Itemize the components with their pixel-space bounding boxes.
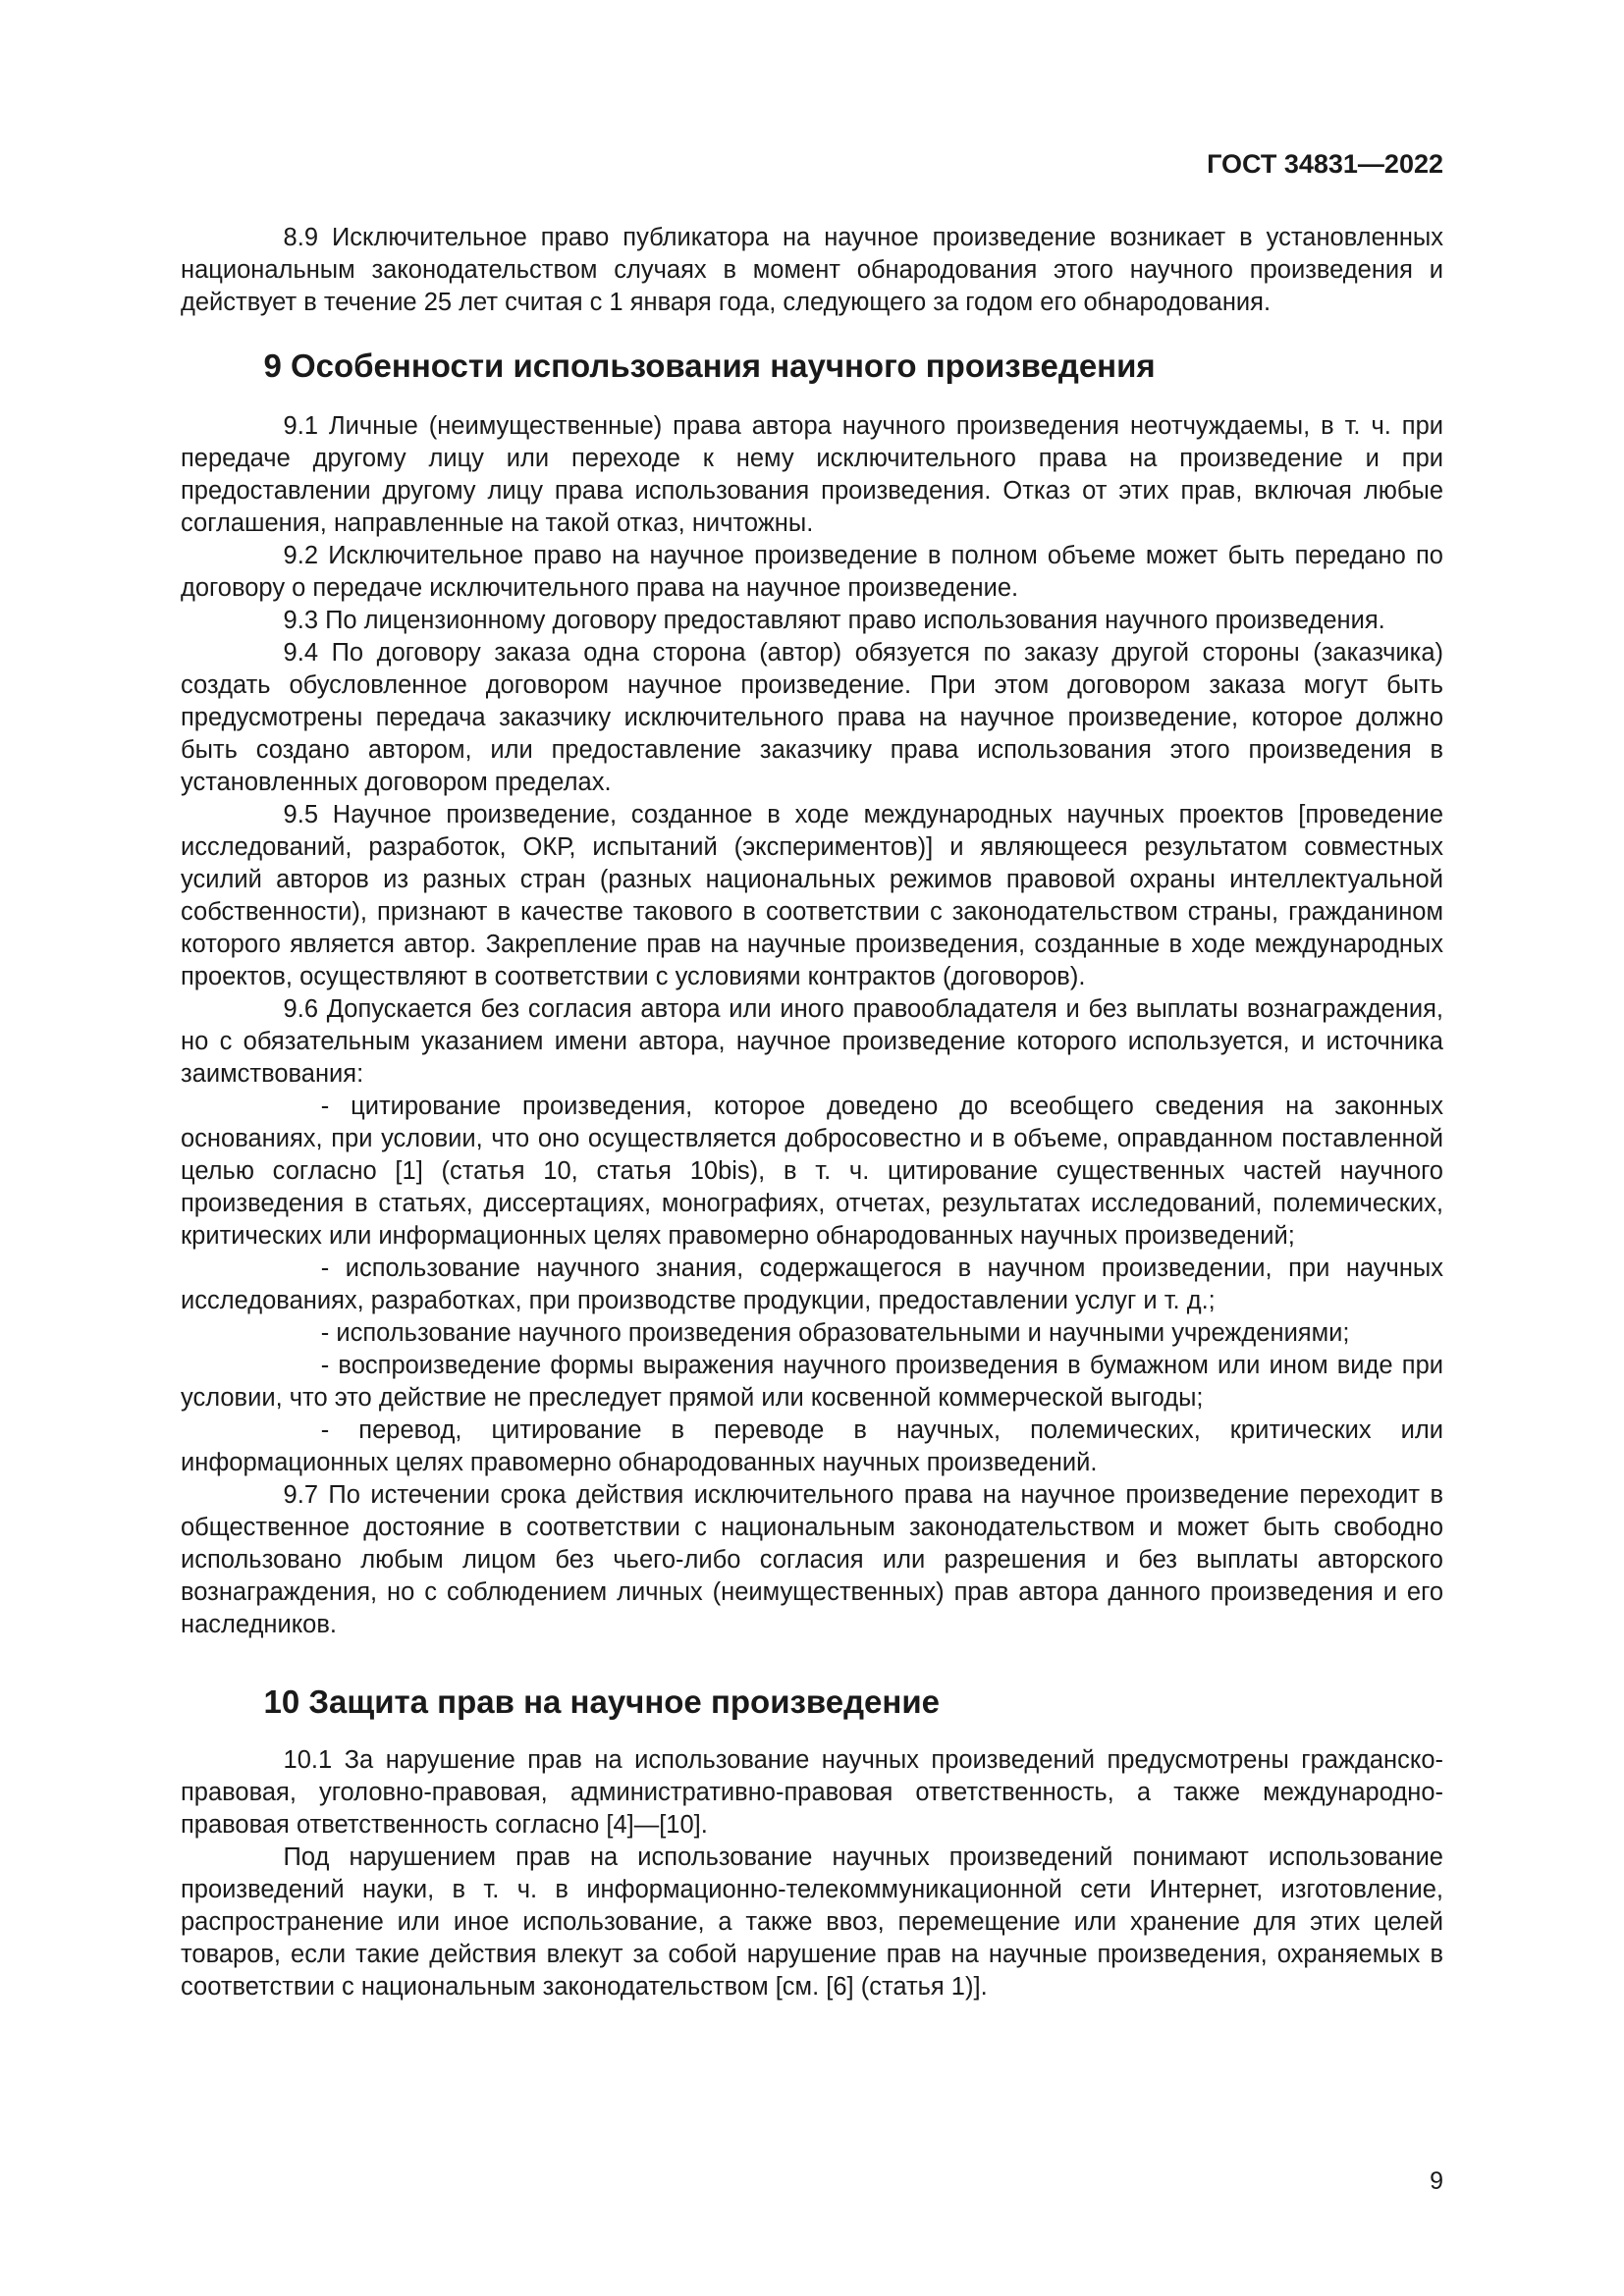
paragraph-10-1-continued: Под нарушением прав на использование научных произведений понимают использование произведений науки, в т. ч. в информационно-телекоммуникационной сети Интернет, изготовление, распространение или иное использование, а также ввоз, перемещение или хранение для этих целей товаров, если такие действия влекут за собой нарушение прав на научные произведения, охраняемых в соответствии с национальным законодательством [см. [6] (статья 1)].	[181, 1843, 1443, 2001]
paragraph-9-4: 9.4 По договору заказа одна сторона (автор) обязуется по заказу другой стороны (заказчика) создать обусловленное договором научное произведение. При этом договором заказа могут быть предусмотрены передача заказчику исключительного права на научное произведение, которое должно быть создано автором, или предоставление заказчику права использования этого произведения в установленных договором пределах.	[181, 639, 1443, 796]
list-item-educational-use: - использование научного произведения образовательными и научными учреждениями;	[320, 1319, 1350, 1347]
standard-code: ГОСТ 34831—2022	[1207, 149, 1443, 179]
document-body	[181, 222, 1443, 2003]
paragraph-9-2: 9.2 Исключительное право на научное произведение в полном объеме может быть передано по договору о передаче исключительного права на научное произведение.	[181, 542, 1443, 602]
list-item-knowledge-use: - использование научного знания, содержащегося в научном произведении, при научных исследованиях, разработках, при производстве продукции, предоставлении услуг и т. д.;	[181, 1255, 1443, 1314]
paragraph-9-7: 9.7 По истечении срока действия исключительного права на научное произведение переходит в общественное достояние в соответствии с национальным законодательством и может быть свободно использовано любым лицом без чьего-либо согласия или разрешения и без выплаты авторского вознаграждения, но с соблюдением личных (неимущественных) прав автора данного произведения и его наследников.	[181, 1481, 1443, 1638]
paragraph-9-3: 9.3 По лицензионному договору предоставляют право использования научного произведения.	[283, 607, 1385, 634]
paragraph-8-9: 8.9 Исключительное право публикатора на научное произведение возникает в установленных национальным законодательством случаях в момент обнародования этого научного произведения и действует в течение 25 лет считая с 1 января года, следующего за годом его обнародования.	[181, 224, 1443, 316]
paragraph-9-6: 9.6 Допускается без согласия автора или иного правообладателя и без выплаты вознаграждения, но с обязательным указанием имени автора, научное произведение которого используется, и источника заимствования:	[181, 995, 1443, 1088]
list-item-citation: - цитирование произведения, которое доведено до всеобщего сведения на законных основаниях, при условии, что оно осуществляется добросовестно и в объеме, оправданном поставленной целью согласно [1] (статья 10, статья 10bis), в т. ч. цитирование существенных частей научного произведения в статьях, диссертациях, монографиях, отчетах, результатах исследований, полемических, критических или информационных целях правомерно обнародованных научных произведений;	[181, 1093, 1443, 1250]
section-10-title: 10 Защита прав на научное произведение	[263, 1683, 940, 1720]
paragraph-9-5: 9.5 Научное произведение, созданное в ходе международных научных проектов [проведение исследований, разработок, ОКР, испытаний (экспериментов)] и являющееся результатом совместных усилий авторов из разных стран (разных национальных режимов правовой охраны интеллектуальной собственности), признают в качестве такового в соответствии с законодательством страны, гражданином которого является автор. Закрепление прав на научные произведения, созданные в ходе международных проектов, осуществляют в соответствии с условиями контрактов (договоров).	[181, 801, 1443, 990]
list-item-translation: - перевод, цитирование в переводе в научных, полемических, критических или информационных целях правомерно обнародованных научных произведений.	[181, 1416, 1443, 1476]
list-item-reproduction: - воспроизведение формы выражения научного произведения в бумажном или ином виде при условии, что это действие не преследует прямой или косвенной коммерческой выгоды;	[181, 1352, 1443, 1412]
page-number: 9	[1430, 2167, 1443, 2195]
section-9-title: 9 Особенности использования научного произведения	[263, 347, 1156, 384]
paragraph-10-1: 10.1 За нарушение прав на использование научных произведений предусмотрены гражданско-правовая, уголовно-правовая, административно-правовая ответственность, а также международно-правовая ответственность согласно [4]—[10].	[181, 1746, 1443, 1839]
paragraph-9-1: 9.1 Личные (неимущественные) права автора научного произведения неотчуждаемы, в т. ч. при передаче другому лицу или переходе к нему исключительного права на произведение и при предоставлении другому лицу права использования произведения. Отказ от этих прав, включая любые соглашения, направленные на такой отказ, ничтожны.	[181, 412, 1443, 537]
